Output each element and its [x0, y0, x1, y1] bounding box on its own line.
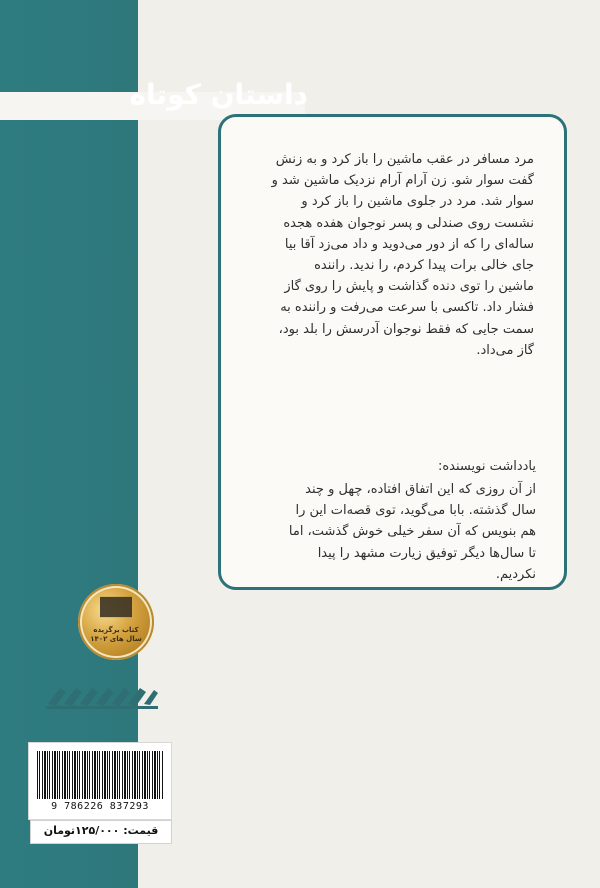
barcode-icon: [37, 751, 163, 799]
cover-title: داستان کوتاه: [129, 78, 308, 111]
badge-emblem-icon: [100, 595, 132, 619]
price-label: قیمت: ۱۲۵/۰۰۰تومان: [30, 820, 172, 844]
award-seal-icon: [78, 584, 154, 660]
publisher-logo-icon: [46, 684, 158, 710]
barcode-card: [28, 742, 172, 820]
author-note-title: یادداشت نویسنده:: [437, 459, 536, 474]
story-text: مرد مسافر در عقب ماشین را باز کرد و به زنش گفت سوار شو. زن آرام آرام نزدیک ماشین شد و سوار شد. مرد در جلوی ماشین را باز کرد و نشست روی صندلی و پسر نوجوان هفده هجده ساله‌ای را که از دور می‌دوید و داد می‌زد آقا بیا جای خالی برات پیدا کردم، را ندید. راننده ماشین را توی دنده گذاشت و پایش را روی گاز فشار داد. تاکسی با سرعت می‌رفت و راننده به سمت جایی که فقط نوجوان آدرسش را بلد بود، گاز می‌داد.: [271, 152, 534, 358]
badge-text: کتاب برگزیده سال های ۱۴۰۲: [90, 626, 142, 643]
author-note-text: از آن روزی که این اتفاق افتاده، چهل و چند سال گذشته. بابا می‌گوید، توی قصه‌ات این را هم بنویس که آن سفر خیلی خوش گذشت، اما تا سال‌ها دیگر توفیق زیارت مشهد را پیدا نکردیم.: [288, 482, 536, 582]
story-frame: [218, 114, 567, 590]
barcode-number: 9 786226 837293: [51, 801, 149, 812]
